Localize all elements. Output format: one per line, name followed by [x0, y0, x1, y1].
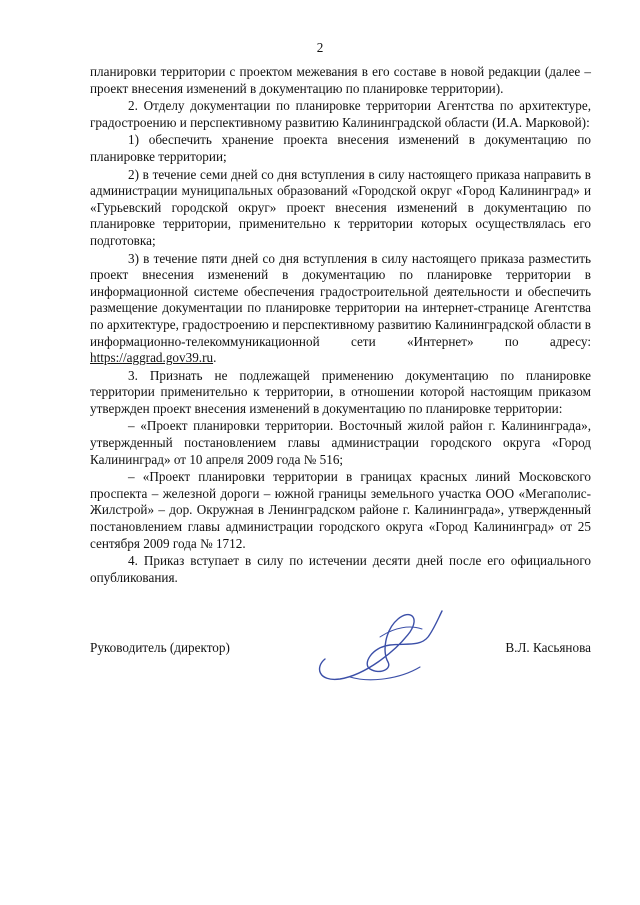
paragraph-item-2: 2. Отделу документации по планировке территории Агентства по архитектуре, градостроению и перспективному развитию Калининградской области (И.А. Марковой):: [90, 98, 591, 130]
page-number: 2: [316, 40, 324, 55]
signer-name: В.Л. Касьянова: [505, 640, 591, 655]
paragraph-item-4: 4. Приказ вступает в силу по истечении десяти дней после его официального опубликования.: [90, 553, 591, 585]
signature-block: [90, 640, 591, 660]
paragraph-subitem-3-end: .: [213, 350, 217, 366]
document-body: [90, 64, 591, 586]
paragraph-item-3: 3. Признать не подлежащей применению документацию по планировке территории применительно к территории, в отношении которой настоящим приказом утвержден проект внесения изменений в документацию по планировке территории:: [90, 367, 591, 416]
paragraph-list-entry-1: – «Проект планировки территории. Восточный жилой район г. Калининграда», утвержденный постановлением главы администрации городского округа «Город Калининград» от 10 апреля 2009 года № 516;: [90, 418, 591, 467]
paragraph-continuation: планировки территории с проектом межевания в его составе в новой редакции (далее – проект внесения изменений в документацию по планировке территории).: [90, 64, 591, 96]
paragraph-subitem-3-text: 3) в течение пяти дней со дня вступления в силу настоящего приказа разместить проект внесения изменений в документацию по планировке территории в информационной системе обеспечения градостроительной деятельности и обеспечить размещение документации по планировке территории на интернет-странице Агентства по архитектуре, градостроению и перспективному развитию Калининградской области в информационно-телекоммуникационной сети «Интернет» по адресу:: [90, 250, 591, 349]
paragraph-subitem-2: 2) в течение семи дней со дня вступления в силу настоящего приказа направить в администрации муниципальных образований «Городской округ «Город Калининград» и «Гурьевский городской округ» проект внесения изменений в документацию по планировке территории, применительно к территории которых осуществлялась его подготовка;: [90, 166, 591, 248]
signer-position: Руководитель (директор): [90, 640, 230, 655]
paragraph-subitem-1: 1) обеспечить хранение проекта внесения изменений в документацию по планировке территории;: [90, 132, 591, 164]
paragraph-subitem-3: [90, 251, 591, 367]
website-link[interactable]: https://aggrad.gov39.ru: [90, 350, 214, 366]
paragraph-list-entry-2: – «Проект планировки территории в границах красных линий Московского проспекта – железной дороги – южной границы земельного участка ООО «Мегаполис-Жилстрой» – дор. Окружная в Ленинградском районе г. Калининграда», утвержденный постановлением главы администрации городского округа «Город Калининград» от 25 сентября 2009 года № 1712.: [90, 469, 591, 551]
